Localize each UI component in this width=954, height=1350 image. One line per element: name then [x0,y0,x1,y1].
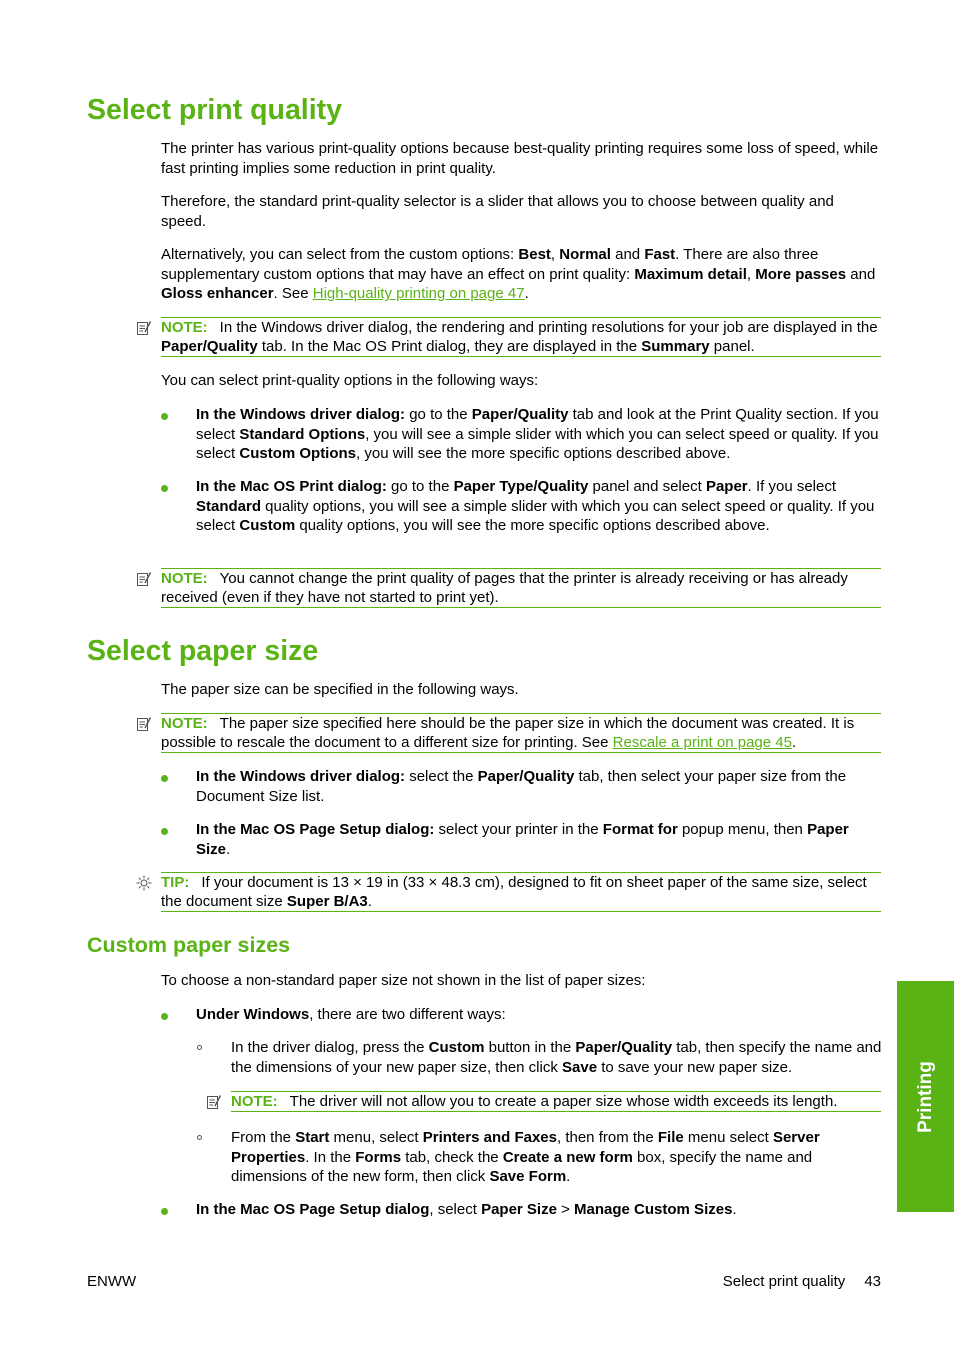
bullet-dot [161,413,168,420]
heading-custom-paper-sizes: Custom paper sizes [87,933,291,957]
paragraph: The paper size can be specified in the following ways. [161,681,519,698]
note-label: NOTE: [231,1093,278,1110]
note-box: NOTE: You cannot change the print quality of pages that the printer is already receiving or has already received (even if they have not started to print yet). [161,568,881,608]
paragraph: Therefore, the standard print-quality selector is a slider that allows you to choose between quality and speed. [161,193,834,230]
link-high-quality-printing[interactable]: High-quality printing on page 47 [312,285,525,303]
tip-label: TIP: [161,874,190,891]
bullet-dot [161,775,168,782]
footer-right [723,1272,881,1291]
list-item: In the Mac OS Print dialog: go to the Paper Type/Quality panel and select Paper. If you select Standard quality options, you will see a simple slider with which you can select speed or quality. If you select Custom quality options, you will see the more specific options described above. [161,477,882,536]
chapter-tab-printing [897,981,954,1212]
sub-bullet-circle [197,1135,202,1140]
sub-bullet-circle [197,1045,202,1050]
tip-box: TIP: If your document is 13 × 19 in (33 × 48.3 cm), designed to fit on sheet paper of the same size, select the document size Super B/A3. [161,872,881,912]
note-pad-icon [136,716,152,732]
chapter-tab-label: Printing [914,1060,936,1133]
bullet-dot [161,1013,168,1020]
sun-tip-icon [136,875,152,891]
note-label: NOTE: [161,570,208,587]
list-item: In the Windows driver dialog: select the Paper/Quality tab, then select your paper size from the Document Size list. [161,767,882,806]
list-item: Under Windows, there are two different ways: [161,1005,882,1025]
note-box: NOTE: The driver will not allow you to create a paper size whose width exceeds its length. [231,1091,881,1112]
link-rescale-print[interactable]: Rescale a print on page 45 [612,734,792,752]
paragraph: To choose a non-standard paper size not shown in the list of paper sizes: [161,972,646,989]
sub-list-item: In the driver dialog, press the Custom button in the Paper/Quality tab, then specify the name and the dimensions of your new paper size, then click Save to save your new paper size. [196,1038,882,1077]
page-number: 43 [864,1273,881,1290]
paragraph: You can select print-quality options in the following ways: [161,372,539,389]
note-label: NOTE: [161,715,208,732]
list-item: In the Mac OS Page Setup dialog: select your printer in the Format for popup menu, then Paper Size. [161,820,882,859]
bullet-dot [161,828,168,835]
note-box: NOTE: The paper size specified here should be the paper size in which the document was created. It is possible to rescale the document to a different size for printing. See Rescale a print on page 45. [161,713,881,753]
paragraph-custom-options: Alternatively, you can select from the custom options: Best, Normal and Fast. There are also three supplementary custom options that may have an effect on print quality: Maximum detail, More passes and Gloss enhancer. See High-quality printing on page 47. [161,246,876,303]
list-item: In the Mac OS Page Setup dialog, select Paper Size > Manage Custom Sizes. [161,1200,882,1220]
list-item: In the Windows driver dialog: go to the Paper/Quality tab and look at the Print Quality section. If you select Standard Options, you will see a simple slider with which you can select speed or quality. If you select Custom Options, you will see the more specific options described above. [161,405,882,464]
bullet-dot [161,485,168,492]
note-pad-icon [136,571,152,587]
note-pad-icon [136,320,152,336]
sub-list-item: From the Start menu, select Printers and Faxes, then from the File menu select Server Properties. In the Forms tab, check the Create a new form box, specify the name and dimensions of the new form, then click Save Form. [196,1128,882,1187]
heading-select-paper-size: Select paper size [87,635,319,667]
note-pad-icon [206,1094,222,1110]
bullet-dot [161,1208,168,1215]
footer-left: ENWW [87,1273,137,1290]
footer-section: Select print quality [722,1273,846,1290]
note-label: NOTE: [161,319,208,336]
heading-select-print-quality: Select print quality [87,94,342,126]
paragraph: The printer has various print-quality options because best-quality printing requires some loss of speed, while fast printing implies some reduction in print quality. [161,140,879,177]
note-box: NOTE: In the Windows driver dialog, the rendering and printing resolutions for your job are displayed in the Paper/Quality tab. In the Mac OS Print dialog, they are displayed in the Summary panel. [161,317,881,357]
